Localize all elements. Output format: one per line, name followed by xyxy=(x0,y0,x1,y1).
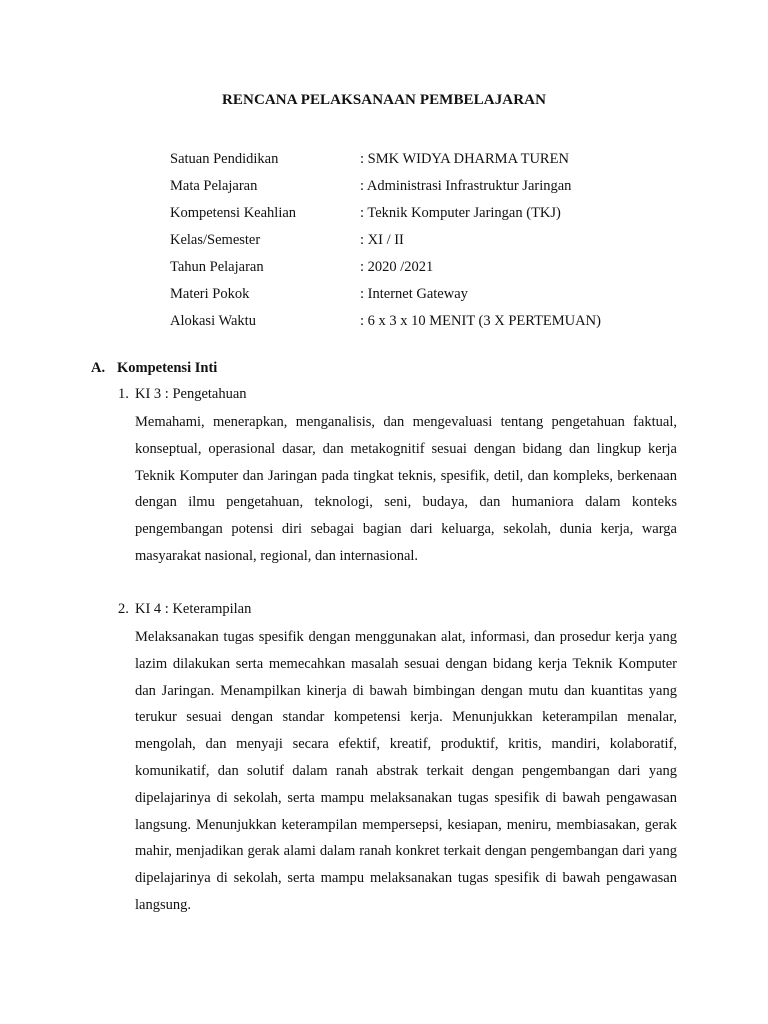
identity-row xyxy=(170,281,601,308)
identity-row xyxy=(170,146,601,173)
identity-value: : 6 x 3 x 10 MENIT (3 X PERTEMUAN) xyxy=(360,313,601,329)
identity-value: : 2020 /2021 xyxy=(360,259,434,275)
subsection-heading xyxy=(118,601,251,618)
identity-label: Kompetensi Keahlian xyxy=(170,205,297,221)
identity-row xyxy=(170,173,601,200)
section-heading xyxy=(91,360,217,377)
identity-value: : Teknik Komputer Jaringan (TKJ) xyxy=(360,205,561,221)
identity-row xyxy=(170,308,601,335)
identity-label: Tahun Pelajaran xyxy=(170,259,264,275)
subsection-title: KI 3 : Pengetahuan xyxy=(135,386,247,402)
section-letter: A. xyxy=(91,360,106,376)
identity-value: : Administrasi Infrastruktur Jaringan xyxy=(360,178,572,194)
identity-table xyxy=(170,146,601,335)
document-title: RENCANA PELAKSANAAN PEMBELAJARAN xyxy=(221,92,547,108)
identity-label: Mata Pelajaran xyxy=(170,178,258,194)
identity-label: Kelas/Semester xyxy=(170,232,261,248)
identity-label: Materi Pokok xyxy=(170,286,250,302)
paragraph-ki3: Memahami, menerapkan, menganalisis, dan mengevaluasi tentang pengetahuan faktual, konseptual, operasional dasar, dan metakognitif sesuai dengan bidang dan lingkup kerja Teknik Komputer dan Jaringan pada tingkat teknis, spesifik, detil, dan kompleks, berkenaan dengan ilmu pengetahuan, teknologi, seni, budaya, dan humaniora dalam konteks pengembangan potensi diri sebagai bagian dari keluarga, sekolah, dunia kerja, warga masyarakat nasional, regional, dan internasional. xyxy=(135,414,677,564)
section-title: Kompetensi Inti xyxy=(117,360,218,376)
identity-row xyxy=(170,254,601,281)
identity-row xyxy=(170,227,601,254)
subsection-title: KI 4 : Keterampilan xyxy=(135,601,252,617)
identity-label: Alokasi Waktu xyxy=(170,313,256,329)
subsection-number: 2. xyxy=(118,601,129,617)
identity-value: : SMK WIDYA DHARMA TUREN xyxy=(360,151,569,167)
subsection-heading xyxy=(118,386,247,403)
identity-value: : XI / II xyxy=(360,232,404,248)
identity-row xyxy=(170,200,601,227)
subsection-number: 1. xyxy=(118,386,129,402)
paragraph-ki4: Melaksanakan tugas spesifik dengan menggunakan alat, informasi, dan prosedur kerja yang lazim dilakukan serta memecahkan masalah sesuai dengan bidang kerja Teknik Komputer dan Jaringan. Menampilkan kinerja di bawah bimbingan dengan mutu dan kuantitas yang terukur sesuai dengan standar kompetensi kerja. Menunjukkan keterampilan menalar, mengolah, dan menyaji secara efektif, kreatif, produktif, kritis, mandiri, kolaboratif, komunikatif, dan solutif dalam ranah abstrak terkait dengan pengembangan dari yang dipelajarinya di sekolah, serta mampu melaksanakan tugas spesifik di bawah pengawasan langsung. Menunjukkan keterampilan mempersepsi, kesiapan, meniru, membiasakan, gerak mahir, menjadikan gerak alami dalam ranah konkret terkait dengan pengembangan dari yang dipelajarinya di sekolah, serta mampu melaksanakan tugas spesifik di bawah pengawasan langsung. xyxy=(135,629,677,913)
identity-label: Satuan Pendidikan xyxy=(170,151,279,167)
identity-value: : Internet Gateway xyxy=(360,286,468,302)
